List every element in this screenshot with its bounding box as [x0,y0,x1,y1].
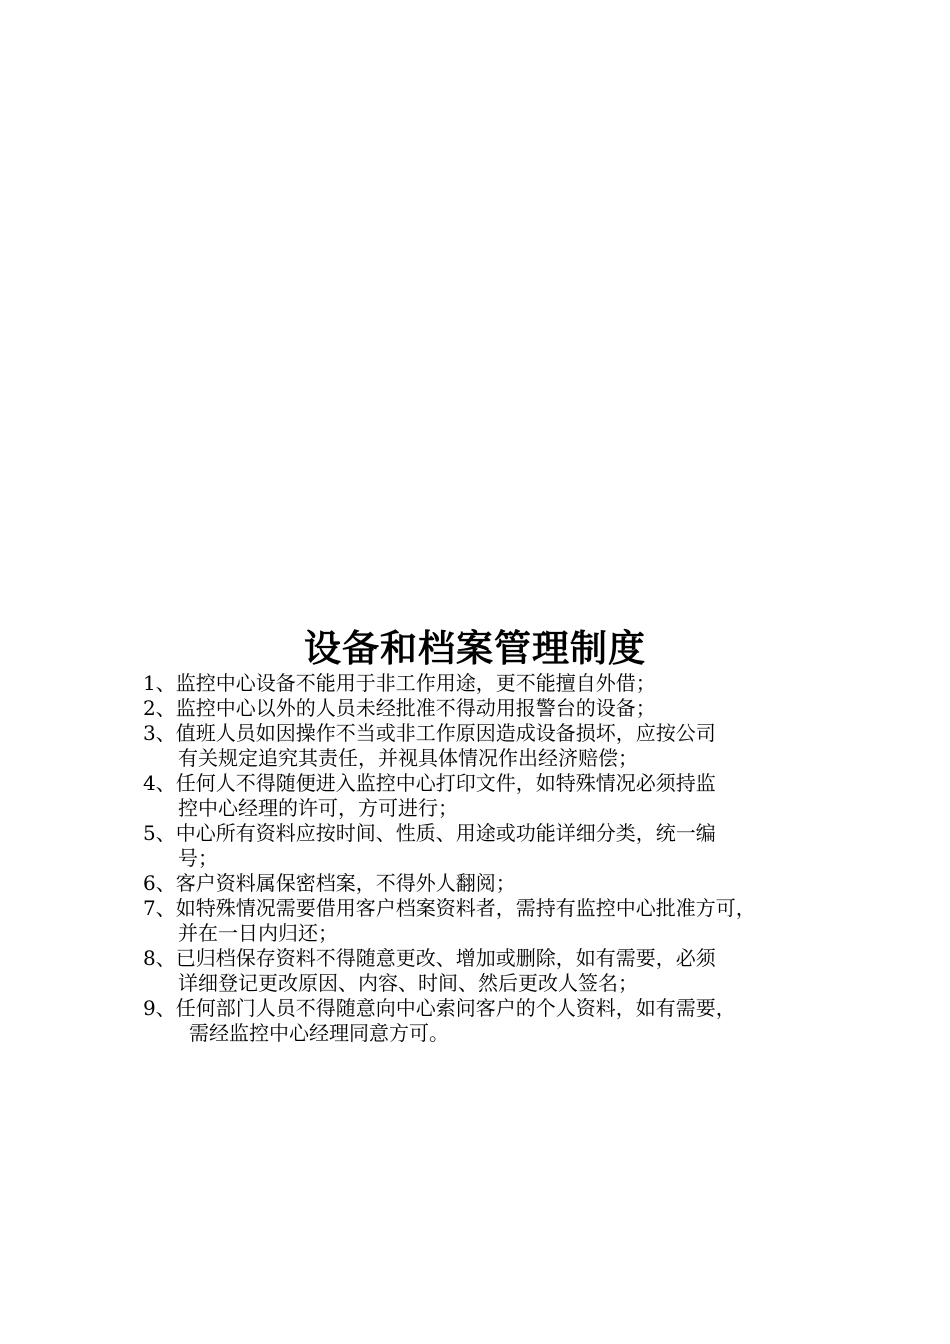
rule-item-2 [143,696,823,721]
rule-line-continuation: 需经监控中心经理同意方可。 [189,1021,449,1045]
rule-item-1 [143,671,823,696]
rule-line: 5、中心所有资料应按时间、性质、用途或功能详细分类，统一编 [143,821,716,845]
rule-line-continuation: 并在一日内归还； [178,921,338,945]
rule-list [143,671,823,1046]
rule-line: 1、监控中心设备不能用于非工作用途，更不能擅自外借； [143,671,656,695]
document-title: 设备和档案管理制度 [304,626,646,670]
rule-line: 6、客户资料属保密档案，不得外人翻阅； [143,871,516,895]
rule-line: 4、任何人不得随便进入监控中心打印文件，如特殊情况必须持监 [143,771,716,795]
rule-line: 8、已归档保存资料不得随意更改、增加或删除，如有需要，必须 [143,946,716,970]
rule-line-continuation: 控中心经理的许可，方可进行； [178,796,458,820]
rule-item-8 [143,946,823,996]
rule-line: 7、如特殊情况需要借用客户档案资料者，需持有监控中心批准方可， [143,896,756,920]
rule-item-7 [143,896,823,946]
rule-item-9 [143,996,823,1046]
rule-item-3 [143,721,823,771]
rule-item-6 [143,871,823,896]
rule-item-5 [143,821,823,871]
rule-line: 9、任何部门人员不得随意向中心索问客户的个人资料，如有需要， [143,996,736,1020]
rule-line: 3、值班人员如因操作不当或非工作原因造成设备损坏，应按公司 [143,721,716,745]
rule-item-4 [143,771,823,821]
rule-line-continuation: 详细登记更改原因、内容、时间、然后更改人签名； [178,971,638,995]
rule-line: 2、监控中心以外的人员未经批准不得动用报警台的设备； [143,696,656,720]
rule-line-continuation: 号； [178,846,218,870]
rule-line-continuation: 有关规定追究其责任，并视具体情况作出经济赔偿； [178,746,638,770]
